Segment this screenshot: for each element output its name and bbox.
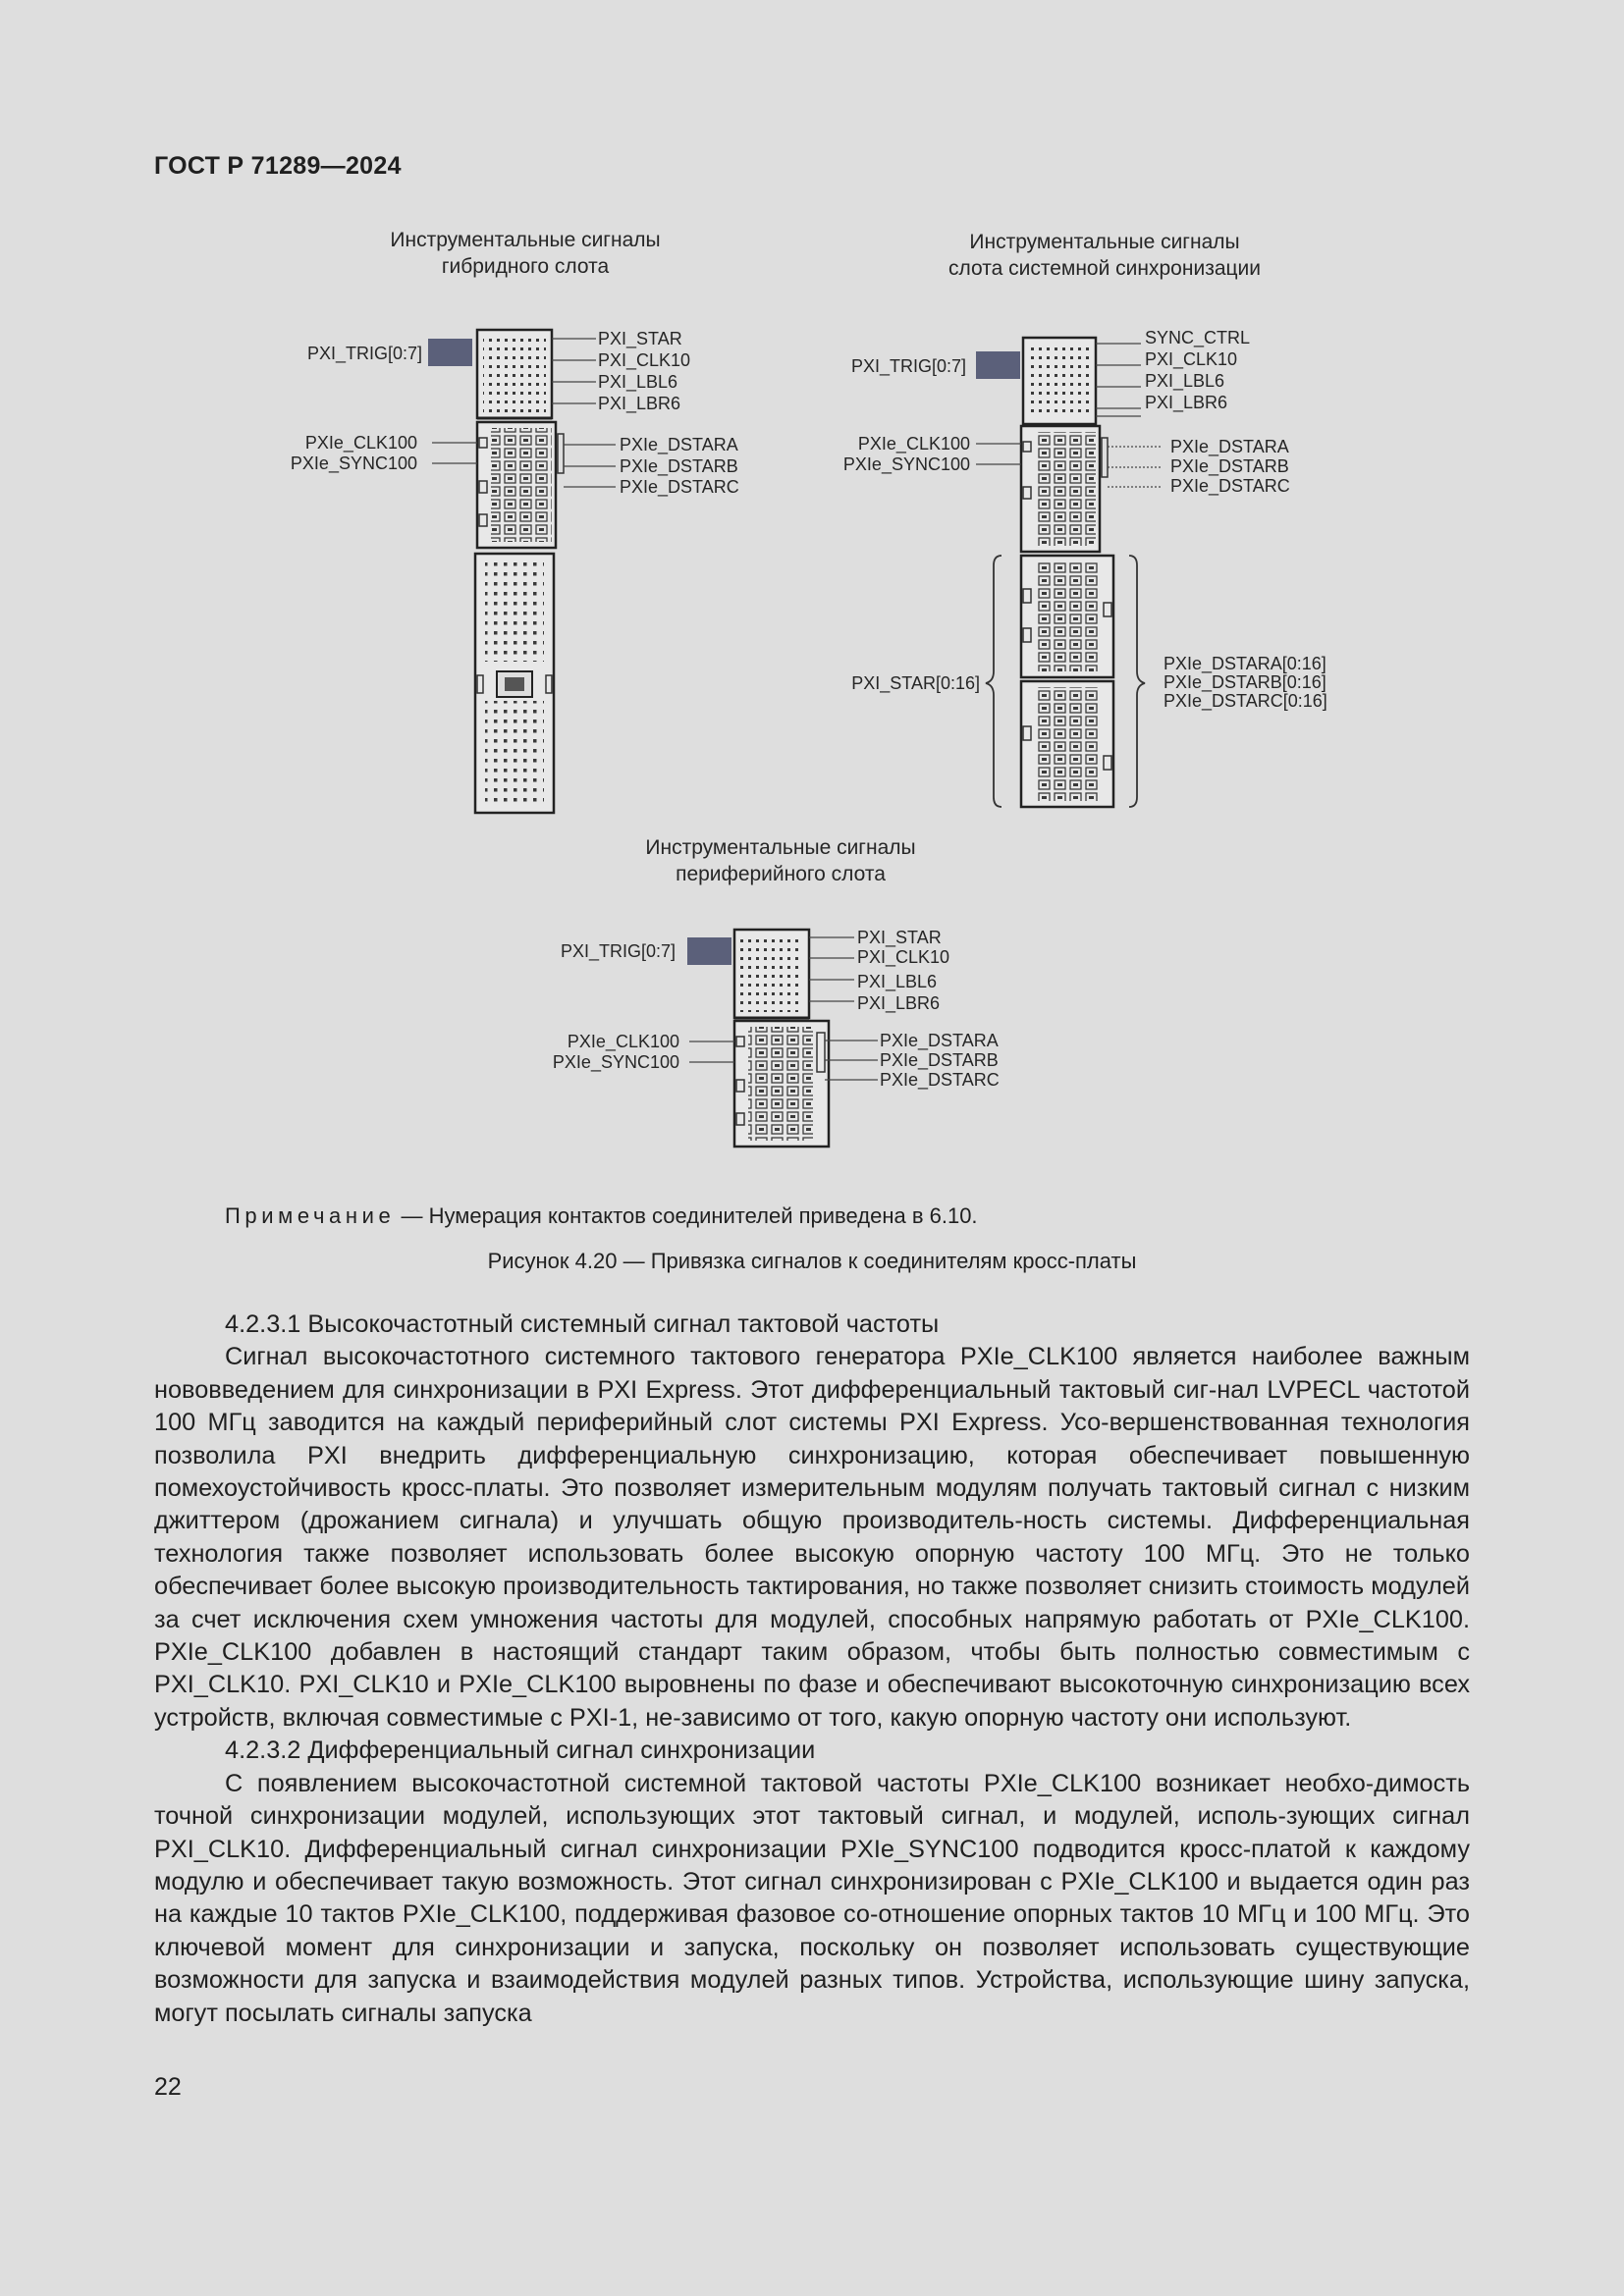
peripheral-signal-label: PXI_LBL6	[857, 972, 938, 991]
figure-caption: Рисунок 4.20 — Привязка сигналов к соединителям кросс-платы	[487, 1249, 1137, 1273]
sync-signal-label: PXIe_DSTARB	[1170, 456, 1289, 476]
peripheral-signal-label: PXIe_CLK100	[567, 1032, 679, 1051]
peripheral-slot-connector	[687, 930, 878, 1147]
peripheral-trig-block	[687, 937, 731, 965]
section-heading: 4.2.3.1 Высокочастотный системный сигнал тактовой частоты	[225, 1310, 940, 1338]
sync-signal-label: PXIe_SYNC100	[842, 454, 970, 474]
sync-star-label: PXI_STAR[0:16]	[851, 673, 980, 693]
hybrid-signal-label: PXI_CLK10	[598, 350, 691, 370]
sync-trig-label: PXI_TRIG[0:7]	[850, 356, 966, 376]
peripheral-trig-label: PXI_TRIG[0:7]	[560, 941, 676, 961]
sync-dstar-label: PXIe_DSTARC[0:16]	[1164, 691, 1327, 711]
sync-signal-label: PXIe_CLK100	[857, 434, 970, 454]
section-heading: 4.2.3.2 Дифференциальный сигнал синхронизации	[225, 1736, 816, 1765]
sync-signal-label: PXI_LBL6	[1145, 371, 1225, 391]
sync-dstar-label: PXIe_DSTARA[0:16]	[1164, 654, 1326, 673]
page-number: 22	[154, 2073, 182, 2101]
note-label: Примечание	[225, 1203, 396, 1228]
peripheral-signal-label: PXIe_SYNC100	[552, 1052, 679, 1072]
peripheral-signal-label: PXI_STAR	[857, 928, 942, 947]
hybrid-slot-title: Инструментальные сигналы гибридного слота	[390, 229, 661, 278]
peripheral-slot-title: Инструментальные сигналы периферийного слота	[645, 836, 916, 885]
hybrid-signal-label: PXIe_SYNC100	[290, 454, 417, 473]
hybrid-signal-label: PXI_STAR	[598, 329, 682, 348]
sync-signal-label: PXI_CLK10	[1145, 349, 1238, 369]
hybrid-signal-label: PXI_LBR6	[598, 394, 681, 413]
peripheral-signal-label: PXI_CLK10	[857, 947, 950, 967]
peripheral-signal-label: PXIe_DSTARC	[880, 1070, 1000, 1090]
hybrid-trig-block	[428, 339, 472, 366]
hybrid-signal-label: PXIe_CLK100	[304, 433, 417, 453]
peripheral-signal-label: PXIe_DSTARB	[880, 1050, 999, 1070]
peripheral-signal-label: PXIe_DSTARA	[880, 1031, 999, 1050]
sync-signal-label: SYNC_CTRL	[1145, 328, 1251, 347]
hybrid-slot-connector	[428, 330, 616, 813]
sync-slot-connector	[976, 338, 1161, 807]
hybrid-signal-label: PXIe_DSTARB	[620, 456, 738, 476]
hybrid-signal-label: PXIe_DSTARA	[620, 435, 738, 454]
sync-signal-label: PXI_LBR6	[1145, 393, 1228, 412]
figure-note	[225, 1203, 978, 1229]
sync-dstar-label: PXIe_DSTARB[0:16]	[1164, 672, 1326, 692]
sync-signal-label: PXIe_DSTARA	[1170, 437, 1289, 456]
sync-slot-title: Инструментальные сигналы слота системной синхронизации	[948, 231, 1261, 280]
hybrid-trig-label: PXI_TRIG[0:7]	[306, 344, 422, 363]
hybrid-signal-label: PXIe_DSTARC	[620, 477, 739, 497]
sync-trig-block	[976, 351, 1020, 379]
paragraph: Сигнал высокочастотного системного тактового генератора PXIe_CLK100 является наиболее важным нововведением для синхронизации в PXI Express. Этот дифференциальный тактовый сиг-нал LVPECL частотой 100 МГц заводится на каждый периферийный слот системы PXI Express. Усо-вершенствованная технология позволила PXI внедрить дифференциальную синхронизацию, которая обеспечивает повышенную помехоустойчивость кросс-платы. Это позволяет измерительным модулям получать тактовый сигнал с низким джиттером (дрожанием сигнала) и улучшать общую производитель-ность системы. Дифференциальная технология также позволяет использовать более высокую опорную частоту 100 МГц. Это не только обеспечивает более высокую производительность тактирования, но также позволяет снизить стоимость модулей за счет исключения схем умножения частоты для модулей, способных напрямую работать от PXIe_CLK100. PXIe_CLK100 добавлен в настоящий стандарт таким образом, чтобы быть полностью совместимым с PXI_CLK10. PXI_CLK10 и PXIe_CLK100 выровнены по фазе и обеспечивают высокоточную синхронизацию всех устройств, включая совместимые с PXI-1, не-зависимо от того, какую опорную частоту они используют.	[154, 1343, 1470, 1732]
paragraph: С появлением высокочастотной системной тактовой частоты PXIe_CLK100 возникает необхо-димость точной синхронизации модулей, использующих этот тактовый сигнал, и модулей, исполь-зующих сигнал PXI_CLK10. Дифференциальный сигнал синхронизации PXIe_SYNC100 подводится кросс-платой к каждому модулю и обеспечивает такую возможность. Этот сигнал синхронизирован с PXIe_CLK100 и выдается один раз на каждые 10 тактов PXIe_CLK100, поддерживая фазовое со-отношение опорных тактов 10 МГц и 100 МГц. Это ключевой момент для синхронизации и запуска, поскольку он позволяет использовать существующие возможности для запуска и взаимодействия модулей разных типов. Устройства, использующие шину запуска, могут посылать сигналы запуска	[154, 1769, 1470, 2027]
peripheral-signal-label: PXI_LBR6	[857, 993, 941, 1013]
body-text	[154, 1308, 1470, 2030]
hybrid-signal-label: PXI_LBL6	[598, 372, 678, 392]
note-text: — Нумерация контактов соединителей приведена в 6.10.	[395, 1203, 978, 1228]
document-number: ГОСТ Р 71289—2024	[154, 152, 402, 180]
sync-signal-label: PXIe_DSTARC	[1170, 476, 1290, 496]
